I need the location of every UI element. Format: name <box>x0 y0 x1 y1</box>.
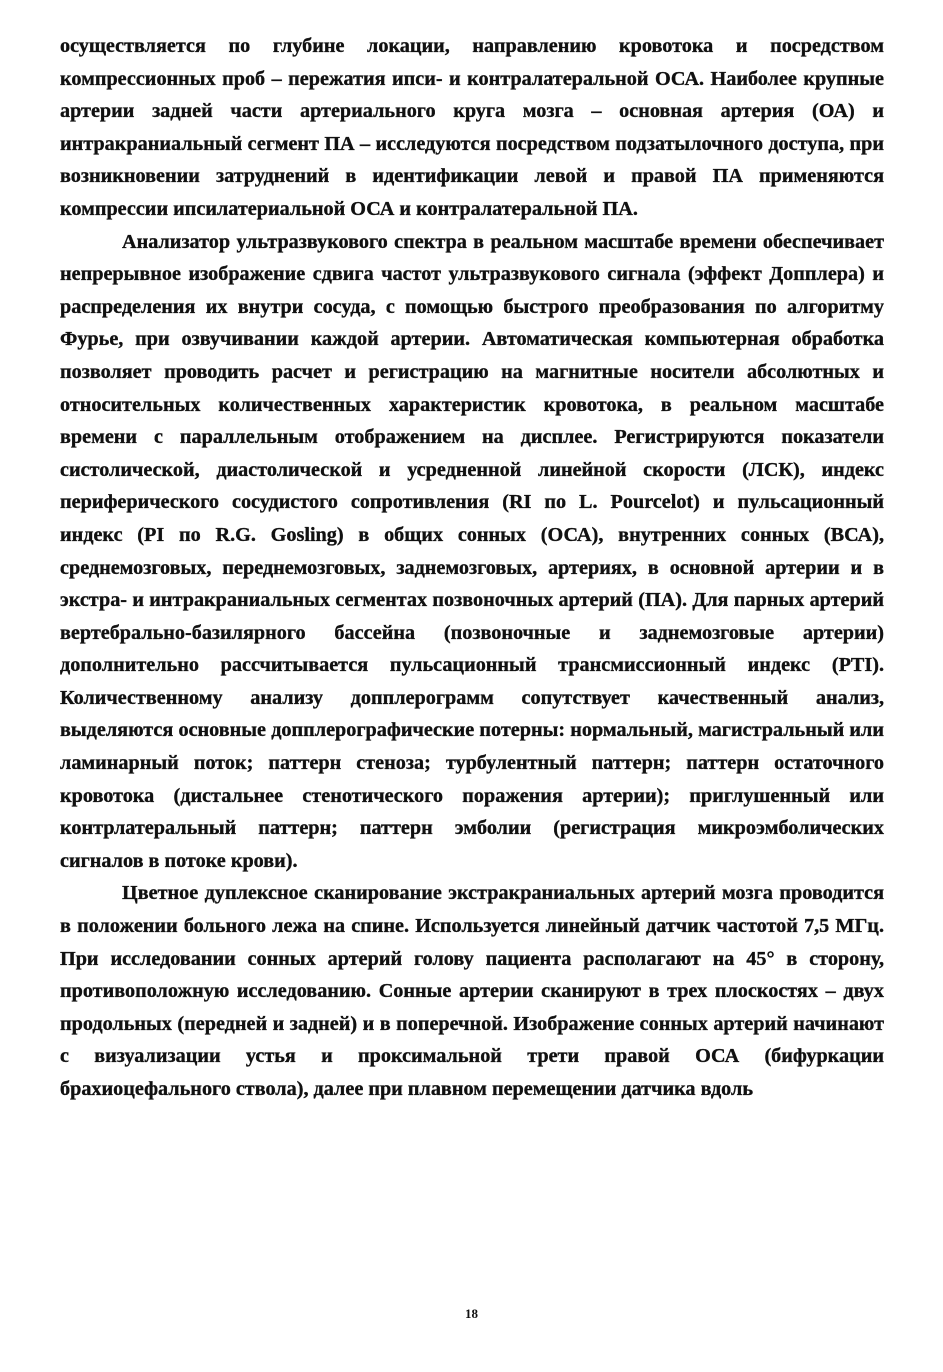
page-number: 18 <box>465 1306 478 1321</box>
paragraph-duplex-scanning: Цветное дуплексное сканирование экстракраниальных артерий мозга проводится в положении больного лежа на спине. Используется линейный датчик частотой 7,5 МГц. При исследовании сонных артерий голову пациента располагают на 45° в сторону, противоположную исследованию. Сонные артерии сканируют в трех плоскостях – двух продольных (передней и задней) и в поперечной. Изображение сонных артерий начинают с визуализации устья и проксимальной трети правой ОСА (бифуркации брахиоцефального ствола), далее при плавном перемещении датчика вдоль <box>60 882 884 1100</box>
paragraph-spectrum-analyzer: Анализатор ультразвукового спектра в реальном масштабе времени обеспечивает непрерывное изображение сдвига частот ультразвукового сигнала (эффект Допплера) и распределения их внутри сосуда, с помощью быстрого преобразования по алгоритму Фурье, при озвучивании каждой артерии. Автоматическая компьютерная обработка позволяет проводить расчет и регистрацию на магнитные носители абсолютных и относительных количественных характеристик кровотока, в реальном масштабе времени с параллельным отображением на дисплее. Регистрируются показатели систолической, диастолической и усредненной линейной скорости (ЛСК), индекс периферического сосудистого сопротивления (RI по L. Pourcelot) и пульсационный индекс (PI по R.G. Gosling) в общих сонных (ОСА), внутренних сонных (ВСА), среднемозговых, переднемозговых, заднемозговых, артериях, в основной артерии и в экстра- и интракраниальных сегментах позвоночных артерий (ПА). Для парных артерий вертебрально-базилярного бассейна (позвоночные и заднемозговые артерии) дополнительно рассчитывается пульсационный трансмиссионный индекс (PTI). Количественному анализу допплерограмм сопутствует качественный анализ, выделяются основные допплерографические потерны: нормальный, магистральный или ламинарный поток; паттерн стеноза; турбулентный паттерн; паттерн остаточного кровотока (дистальнее стенотического поражения артерии); приглушенный или контрлатеральный паттерн; паттерн эмболии (регистрация микроэмболических сигналов в потоке крови). <box>60 230 884 872</box>
paragraph-continuation: осуществляется по глубине локации, направлению кровотока и посредством компрессионных проб – пережатия ипси- и контралатеральной ОСА. Наиболее крупные артерии задней части артериального круга мозга – основная артерия (ОА) и интракраниальный сегмент ПА – исследуются посредством подзатылочного доступа, при возникновении затруднений в идентификации левой и правой ПА применяются компрессии ипсилатериальной ОСА и контралатеральной ПА. <box>60 35 884 220</box>
body-text <box>60 30 884 1106</box>
